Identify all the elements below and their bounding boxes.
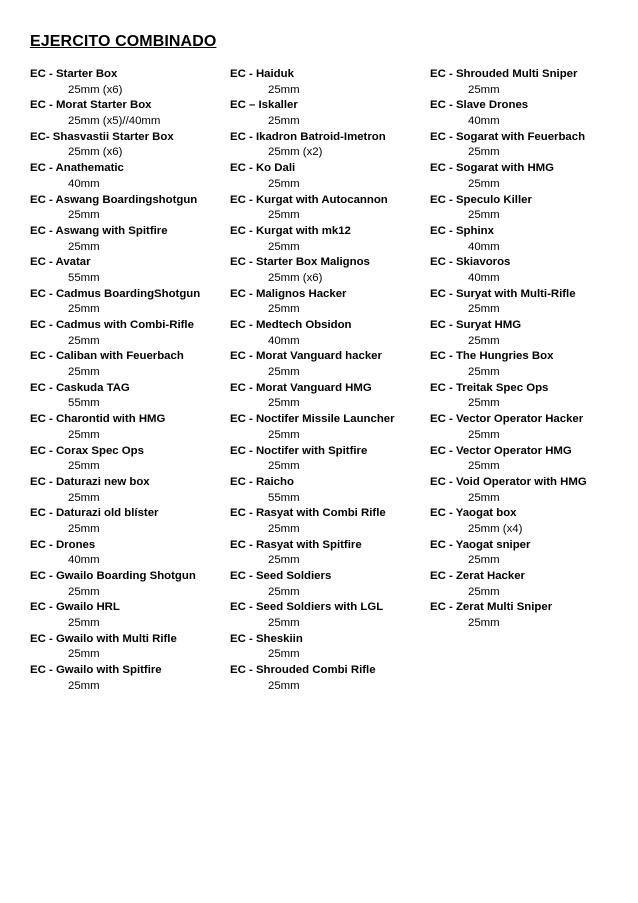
list-item — [230, 255, 430, 286]
item-name: EC - Yaogat sniper — [430, 538, 531, 551]
item-name: EC - Haiduk — [230, 68, 294, 80]
item-name: EC - Caliban with Feuerbach — [30, 350, 184, 363]
item-name: EC - Kurgat with Autocannon — [230, 193, 388, 206]
list-item — [230, 506, 430, 537]
item-base-size: 25mm — [68, 428, 100, 441]
item-base-size: 40mm — [68, 554, 100, 567]
list-item — [30, 475, 230, 506]
item-base-size: 55mm — [268, 491, 300, 504]
list-item — [230, 318, 430, 349]
item-base-size: 40mm — [468, 115, 500, 128]
list-item — [430, 224, 630, 255]
list-item — [30, 632, 230, 663]
item-base-size: 25mm — [468, 334, 500, 347]
list-item — [30, 98, 230, 129]
list-item — [30, 67, 230, 98]
item-name: EC - Morat Starter Box — [30, 99, 152, 112]
list-item — [30, 318, 230, 349]
item-name: EC - Sphinx — [430, 224, 494, 237]
list-item — [430, 538, 630, 569]
list-item — [30, 412, 230, 443]
item-name: EC - Malignos Hacker — [230, 287, 347, 300]
item-name: EC - Suryat HMG — [430, 319, 522, 331]
item-name: EC - Shrouded Multi Sniper — [430, 68, 578, 80]
list-item — [230, 161, 430, 192]
item-name: EC - Gwailo HRL — [30, 601, 120, 614]
list-item — [30, 287, 230, 318]
item-name: EC - Medtech Obsidon — [230, 319, 352, 331]
list-item — [230, 98, 430, 129]
item-base-size: 25mm (x5)//40mm — [68, 115, 161, 128]
list-item — [430, 600, 630, 631]
column-2 — [230, 67, 430, 695]
item-base-size: 25mm — [468, 554, 500, 567]
list-item — [30, 130, 230, 161]
item-name: EC - Zerat Hacker — [430, 570, 525, 582]
item-base-size: 25mm — [268, 115, 300, 128]
item-base-size: 25mm — [268, 303, 300, 316]
column-1 — [30, 67, 230, 695]
item-base-size: 25mm — [68, 303, 100, 316]
item-base-size: 25mm — [268, 460, 300, 473]
item-name: EC - Morat Vanguard hacker — [230, 350, 382, 363]
item-base-size: 25mm — [468, 491, 500, 504]
list-item — [30, 538, 230, 569]
item-base-size: 25mm — [268, 209, 300, 222]
item-base-size: 25mm — [468, 146, 500, 159]
list-item — [230, 538, 430, 569]
list-item — [30, 255, 230, 286]
item-name: EC - Ikadron Batroid-Imetron — [230, 130, 386, 143]
item-name: EC – Iskaller — [230, 99, 298, 112]
item-base-size: 25mm — [268, 617, 300, 630]
list-item — [430, 67, 630, 98]
item-base-size: 25mm — [68, 334, 100, 347]
list-item — [230, 600, 430, 631]
list-item — [230, 569, 430, 600]
list-item — [30, 381, 230, 412]
item-name: EC - Cadmus BoardingShotgun — [30, 287, 201, 300]
item-base-size: 25mm — [268, 428, 300, 441]
item-base-size: 25mm — [68, 648, 100, 661]
item-name: EC - Gwailo with Spitfire — [30, 664, 162, 677]
item-name: EC - Skiavoros — [430, 256, 511, 269]
list-item — [230, 349, 430, 380]
list-item — [230, 130, 430, 161]
list-item — [30, 663, 230, 694]
list-item — [230, 287, 430, 318]
item-name: EC - Anathematic — [30, 162, 124, 175]
item-base-size: 40mm — [268, 334, 300, 347]
item-name: EC - Speculo Killer — [430, 193, 532, 206]
list-item — [430, 130, 630, 161]
list-item — [230, 67, 430, 98]
list-item — [430, 506, 630, 537]
item-name: EC - Corax Spec Ops — [30, 444, 144, 457]
item-base-size: 25mm — [68, 460, 100, 473]
item-name: EC - Suryat with Multi-Rifle — [430, 287, 576, 300]
item-name: EC - Raicho — [230, 475, 294, 488]
item-name: EC - Zerat Multi Sniper — [430, 601, 553, 614]
item-base-size: 25mm — [68, 585, 100, 598]
item-name: EC - Daturazi new box — [30, 475, 150, 488]
item-base-size: 25mm — [68, 617, 100, 630]
item-name: EC - Vector Operator Hacker — [430, 413, 584, 426]
list-item — [430, 318, 630, 349]
item-name: EC - Rasyat with Spitfire — [230, 538, 362, 551]
item-base-size: 25mm — [268, 366, 300, 379]
item-name: EC - Ko Dali — [230, 162, 296, 175]
item-base-size: 25mm — [268, 585, 300, 598]
item-base-size: 25mm (x6) — [68, 146, 123, 159]
item-base-size: 25mm — [468, 460, 500, 473]
page-title: EJERCITO COMBINADO — [30, 33, 217, 50]
item-name: EC - Yaogat box — [430, 507, 517, 520]
item-name: EC - Gwailo Boarding Shotgun — [30, 570, 196, 582]
item-base-size: 25mm — [68, 679, 100, 692]
item-name: EC - The Hungries Box — [430, 350, 554, 363]
item-base-size: 25mm — [468, 177, 500, 190]
item-base-size: 25mm — [468, 397, 500, 410]
list-item — [230, 475, 430, 506]
item-name: EC - Aswang with Spitfire — [30, 224, 168, 237]
item-name: EC - Noctifer with Spitfire — [230, 444, 368, 457]
item-base-size: 25mm — [468, 303, 500, 316]
list-item — [430, 349, 630, 380]
item-name: EC - Caskuda TAG — [30, 381, 130, 394]
column-3 — [430, 67, 630, 632]
item-base-size: 25mm (x6) — [68, 83, 123, 96]
item-base-size: 25mm (x4) — [468, 522, 523, 535]
list-item — [430, 161, 630, 192]
list-item — [230, 193, 430, 224]
item-base-size: 25mm — [268, 679, 300, 692]
item-base-size: 25mm — [468, 209, 500, 222]
item-base-size: 25mm — [268, 648, 300, 661]
item-base-size: 25mm — [68, 491, 100, 504]
list-item — [230, 663, 430, 694]
list-item — [230, 224, 430, 255]
item-name: EC - Aswang Boardingshotgun — [30, 193, 198, 206]
item-base-size: 40mm — [468, 240, 500, 253]
item-name: EC - Seed Soldiers — [230, 570, 332, 582]
item-base-size: 25mm — [268, 83, 300, 96]
item-name: EC - Charontid with HMG — [30, 413, 166, 426]
item-base-size: 40mm — [68, 177, 100, 190]
list-item — [430, 98, 630, 129]
list-item — [30, 224, 230, 255]
item-base-size: 25mm — [468, 83, 500, 96]
list-item — [30, 444, 230, 475]
item-name: EC - Starter Box — [30, 68, 118, 80]
item-name: EC - Avatar — [30, 256, 91, 269]
list-item — [430, 412, 630, 443]
list-item — [30, 506, 230, 537]
item-name: EC - Sheskiin — [230, 632, 303, 645]
item-base-size: 25mm — [468, 585, 500, 598]
item-base-size: 25mm — [268, 522, 300, 535]
list-item — [30, 569, 230, 600]
item-base-size: 55mm — [68, 271, 100, 284]
list-item — [230, 632, 430, 663]
item-base-size: 25mm — [268, 240, 300, 253]
item-name: EC - Slave Drones — [430, 99, 529, 112]
item-name: EC - Seed Soldiers with LGL — [230, 601, 384, 614]
item-base-size: 25mm — [268, 177, 300, 190]
list-item — [430, 193, 630, 224]
list-item — [30, 161, 230, 192]
list-item — [30, 349, 230, 380]
list-item — [30, 600, 230, 631]
item-name: EC - Treitak Spec Ops — [430, 381, 549, 394]
item-base-size: 25mm — [68, 366, 100, 379]
list-item — [430, 444, 630, 475]
item-base-size: 40mm — [468, 271, 500, 284]
item-base-size: 25mm — [268, 554, 300, 567]
list-item — [30, 193, 230, 224]
list-item — [430, 475, 630, 506]
item-base-size: 25mm (x2) — [268, 146, 323, 159]
item-name: EC- Shasvastii Starter Box — [30, 130, 174, 143]
item-name: EC - Noctifer Missile Launcher — [230, 413, 395, 426]
item-name: EC - Daturazi old blíster — [30, 507, 159, 520]
item-name: EC - Morat Vanguard HMG — [230, 381, 372, 394]
item-base-size: 25mm — [68, 209, 100, 222]
list-item — [230, 381, 430, 412]
item-name: EC - Rasyat with Combi Rifle — [230, 507, 386, 520]
item-name: EC - Starter Box Malignos — [230, 256, 370, 269]
item-base-size: 25mm — [468, 428, 500, 441]
item-base-size: 25mm — [468, 617, 500, 630]
item-base-size: 25mm — [68, 240, 100, 253]
item-base-size: 25mm — [468, 366, 500, 379]
item-base-size: 25mm — [268, 397, 300, 410]
item-name: EC - Drones — [30, 538, 96, 551]
list-item — [430, 287, 630, 318]
item-name: EC - Kurgat with mk12 — [230, 224, 351, 237]
item-name: EC - Vector Operator HMG — [430, 444, 572, 457]
item-name: EC - Void Operator with HMG — [430, 475, 587, 488]
item-base-size: 25mm — [68, 522, 100, 535]
list-item — [230, 412, 430, 443]
item-name: EC - Cadmus with Combi-Rifle — [30, 319, 194, 331]
item-base-size: 25mm (x6) — [268, 271, 323, 284]
list-item — [430, 255, 630, 286]
list-item — [430, 569, 630, 600]
item-name: EC - Sogarat with Feuerbach — [430, 130, 586, 143]
item-name: EC - Sogarat with HMG — [430, 162, 555, 175]
item-name: EC - Shrouded Combi Rifle — [230, 664, 376, 677]
list-item — [230, 444, 430, 475]
item-name: EC - Gwailo with Multi Rifle — [30, 632, 177, 645]
list-item — [430, 381, 630, 412]
item-base-size: 55mm — [68, 397, 100, 410]
